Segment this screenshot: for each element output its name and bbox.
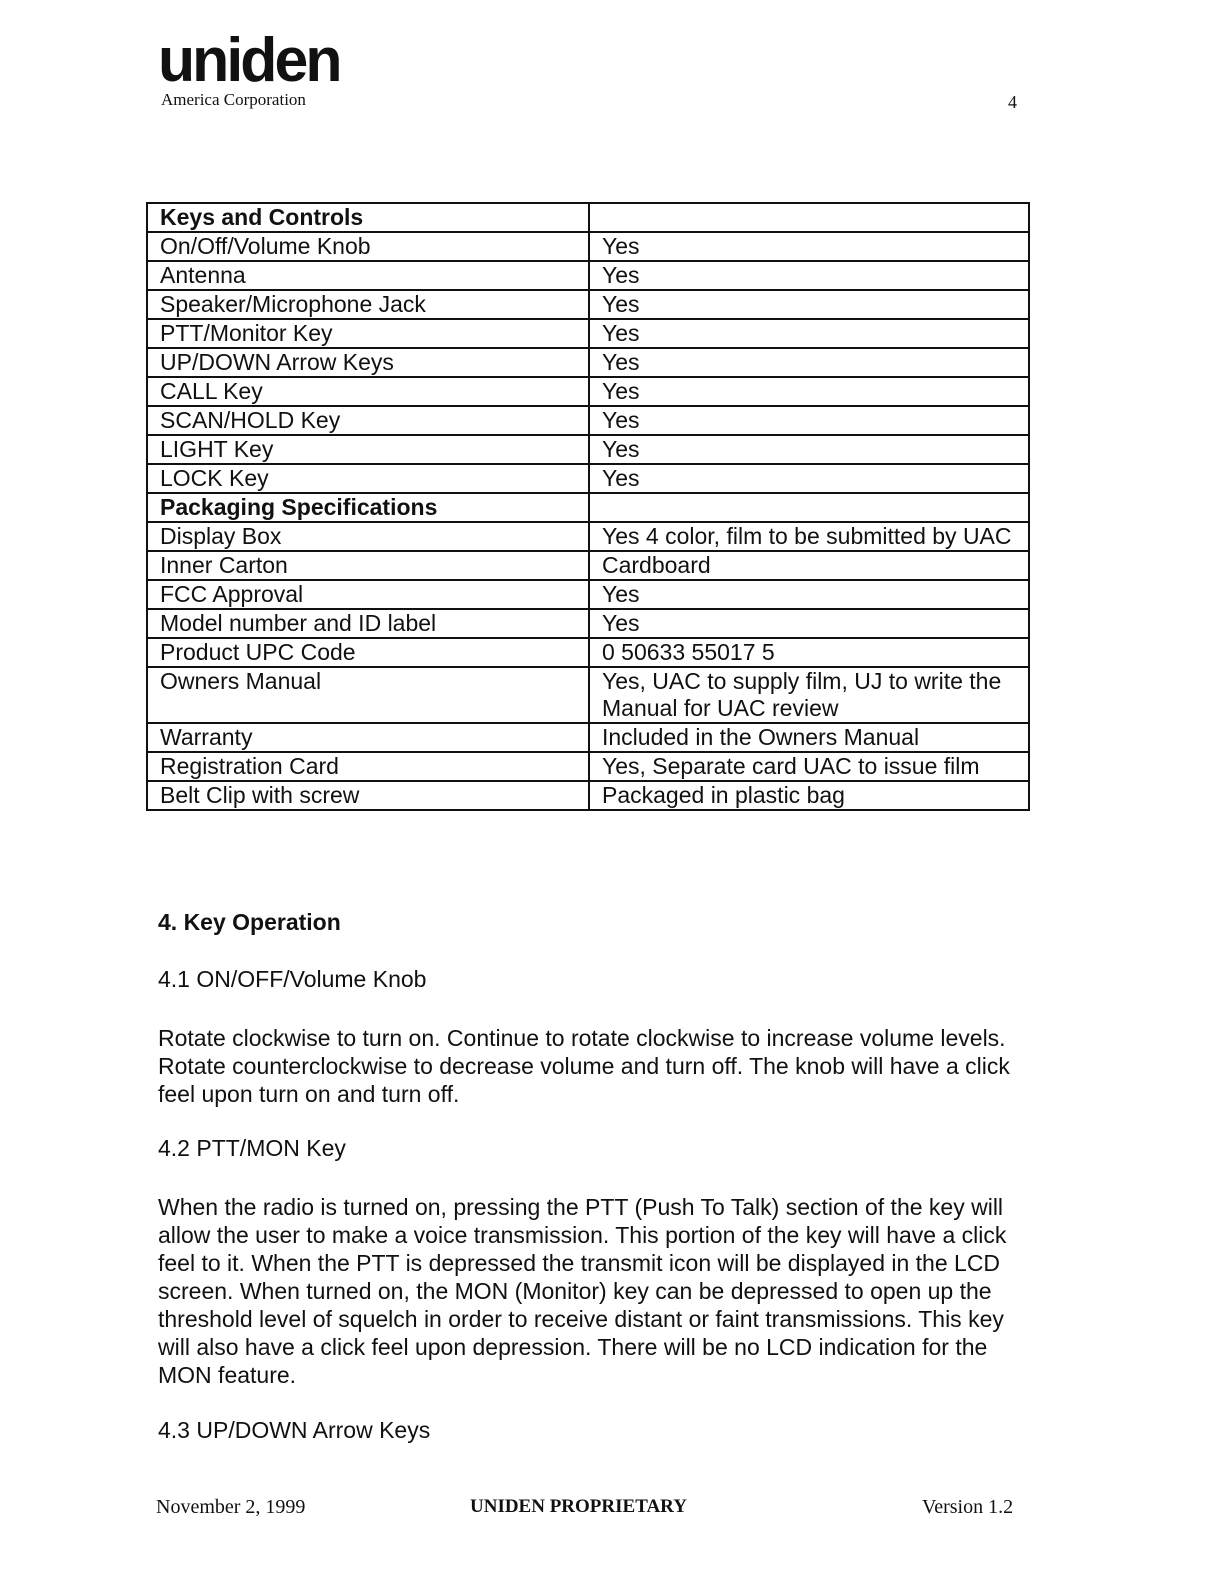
table-cell-value: Yes	[589, 290, 1029, 319]
table-cell-feature: FCC Approval	[147, 580, 589, 609]
subsection-4-2-title: 4.2 PTT/MON Key	[158, 1135, 346, 1161]
table-row	[147, 319, 1029, 348]
table-row	[147, 781, 1029, 810]
table-section-header: Keys and Controls	[147, 203, 589, 232]
page-number: 4	[1008, 92, 1017, 112]
table-row	[147, 752, 1029, 781]
table-cell-value: Yes	[589, 406, 1029, 435]
table-cell-value: Yes	[589, 580, 1029, 609]
table-row	[147, 232, 1029, 261]
table-row	[147, 435, 1029, 464]
table-row	[147, 377, 1029, 406]
table-cell-value: Packaged in plastic bag	[589, 781, 1029, 810]
table-cell-value	[589, 203, 1029, 232]
table-cell-feature: Antenna	[147, 261, 589, 290]
specifications-table	[146, 202, 1030, 811]
table-row	[147, 493, 1029, 522]
table-cell-feature: UP/DOWN Arrow Keys	[147, 348, 589, 377]
table-cell-value: Included in the Owners Manual	[589, 723, 1029, 752]
table-row	[147, 522, 1029, 551]
table-cell-value: Yes, UAC to supply film, UJ to write the Manual for UAC review	[589, 667, 1029, 723]
table-cell-feature: Display Box	[147, 522, 589, 551]
table-row	[147, 261, 1029, 290]
footer-version: Version 1.2	[922, 1496, 1014, 1518]
table-row	[147, 348, 1029, 377]
specifications-table-body	[147, 203, 1029, 810]
table-cell-value: Yes, Separate card UAC to issue film	[589, 752, 1029, 781]
table-row	[147, 723, 1029, 752]
table-cell-feature: CALL Key	[147, 377, 589, 406]
table-row	[147, 580, 1029, 609]
table-row	[147, 609, 1029, 638]
table-section-header: Packaging Specifications	[147, 493, 589, 522]
table-row	[147, 638, 1029, 667]
company-name: America Corporation	[161, 90, 306, 109]
table-row	[147, 290, 1029, 319]
table-cell-value: Yes	[589, 464, 1029, 493]
subsection-4-2-text: When the radio is turned on, pressing the PTT (Push To Talk) section of the key will allow the user to make a voice transmission. This portion of the key will have a click feel to it. When the PTT is depressed the transmit icon will be displayed in the LCD screen. When turned on, the MON (Monitor) key can be depressed to open up the threshold level of squelch in order to receive distant or faint transmissions. This key will also have a click feel upon depression. There will be no LCD indication for the MON feature.	[158, 1194, 1007, 1388]
table-cell-value: Yes	[589, 609, 1029, 638]
table-cell-value: Yes 4 color, film to be submitted by UAC	[589, 522, 1029, 551]
table-row	[147, 464, 1029, 493]
table-cell-value: Yes	[589, 435, 1029, 464]
footer-proprietary: UNIDEN PROPRIETARY	[470, 1496, 687, 1517]
table-cell-value: Yes	[589, 377, 1029, 406]
table-cell-value: Yes	[589, 319, 1029, 348]
table-cell-value: Yes	[589, 348, 1029, 377]
table-cell-feature: On/Off/Volume Knob	[147, 232, 589, 261]
table-cell-value	[589, 493, 1029, 522]
table-cell-value: Yes	[589, 261, 1029, 290]
section-heading: 4. Key Operation	[158, 909, 341, 935]
uniden-logo: uniden	[158, 26, 340, 95]
table-cell-feature: Inner Carton	[147, 551, 589, 580]
table-cell-value: 0 50633 55017 5	[589, 638, 1029, 667]
table-cell-feature: LIGHT Key	[147, 435, 589, 464]
table-row	[147, 406, 1029, 435]
footer-date: November 2, 1999	[156, 1496, 306, 1518]
table-row	[147, 551, 1029, 580]
table-cell-feature: Model number and ID label	[147, 609, 589, 638]
table-cell-feature: LOCK Key	[147, 464, 589, 493]
table-row	[147, 203, 1029, 232]
table-cell-feature: Product UPC Code	[147, 638, 589, 667]
table-cell-value: Cardboard	[589, 551, 1029, 580]
subsection-4-1-text: Rotate clockwise to turn on. Continue to rotate clockwise to increase volume levels. Rotate counterclockwise to decrease volume and turn off. The knob will have a click feel upon turn on and turn off.	[158, 1025, 1010, 1107]
table-cell-feature: Registration Card	[147, 752, 589, 781]
subsection-4-1-title: 4.1 ON/OFF/Volume Knob	[158, 966, 427, 992]
table-cell-value: Yes	[589, 232, 1029, 261]
table-cell-feature: SCAN/HOLD Key	[147, 406, 589, 435]
table-cell-feature: Warranty	[147, 723, 589, 752]
subsection-4-3-title: 4.3 UP/DOWN Arrow Keys	[158, 1417, 431, 1443]
table-cell-feature: PTT/Monitor Key	[147, 319, 589, 348]
table-row	[147, 667, 1029, 723]
table-cell-feature: Belt Clip with screw	[147, 781, 589, 810]
table-cell-feature: Owners Manual	[147, 667, 589, 723]
table-cell-feature: Speaker/Microphone Jack	[147, 290, 589, 319]
